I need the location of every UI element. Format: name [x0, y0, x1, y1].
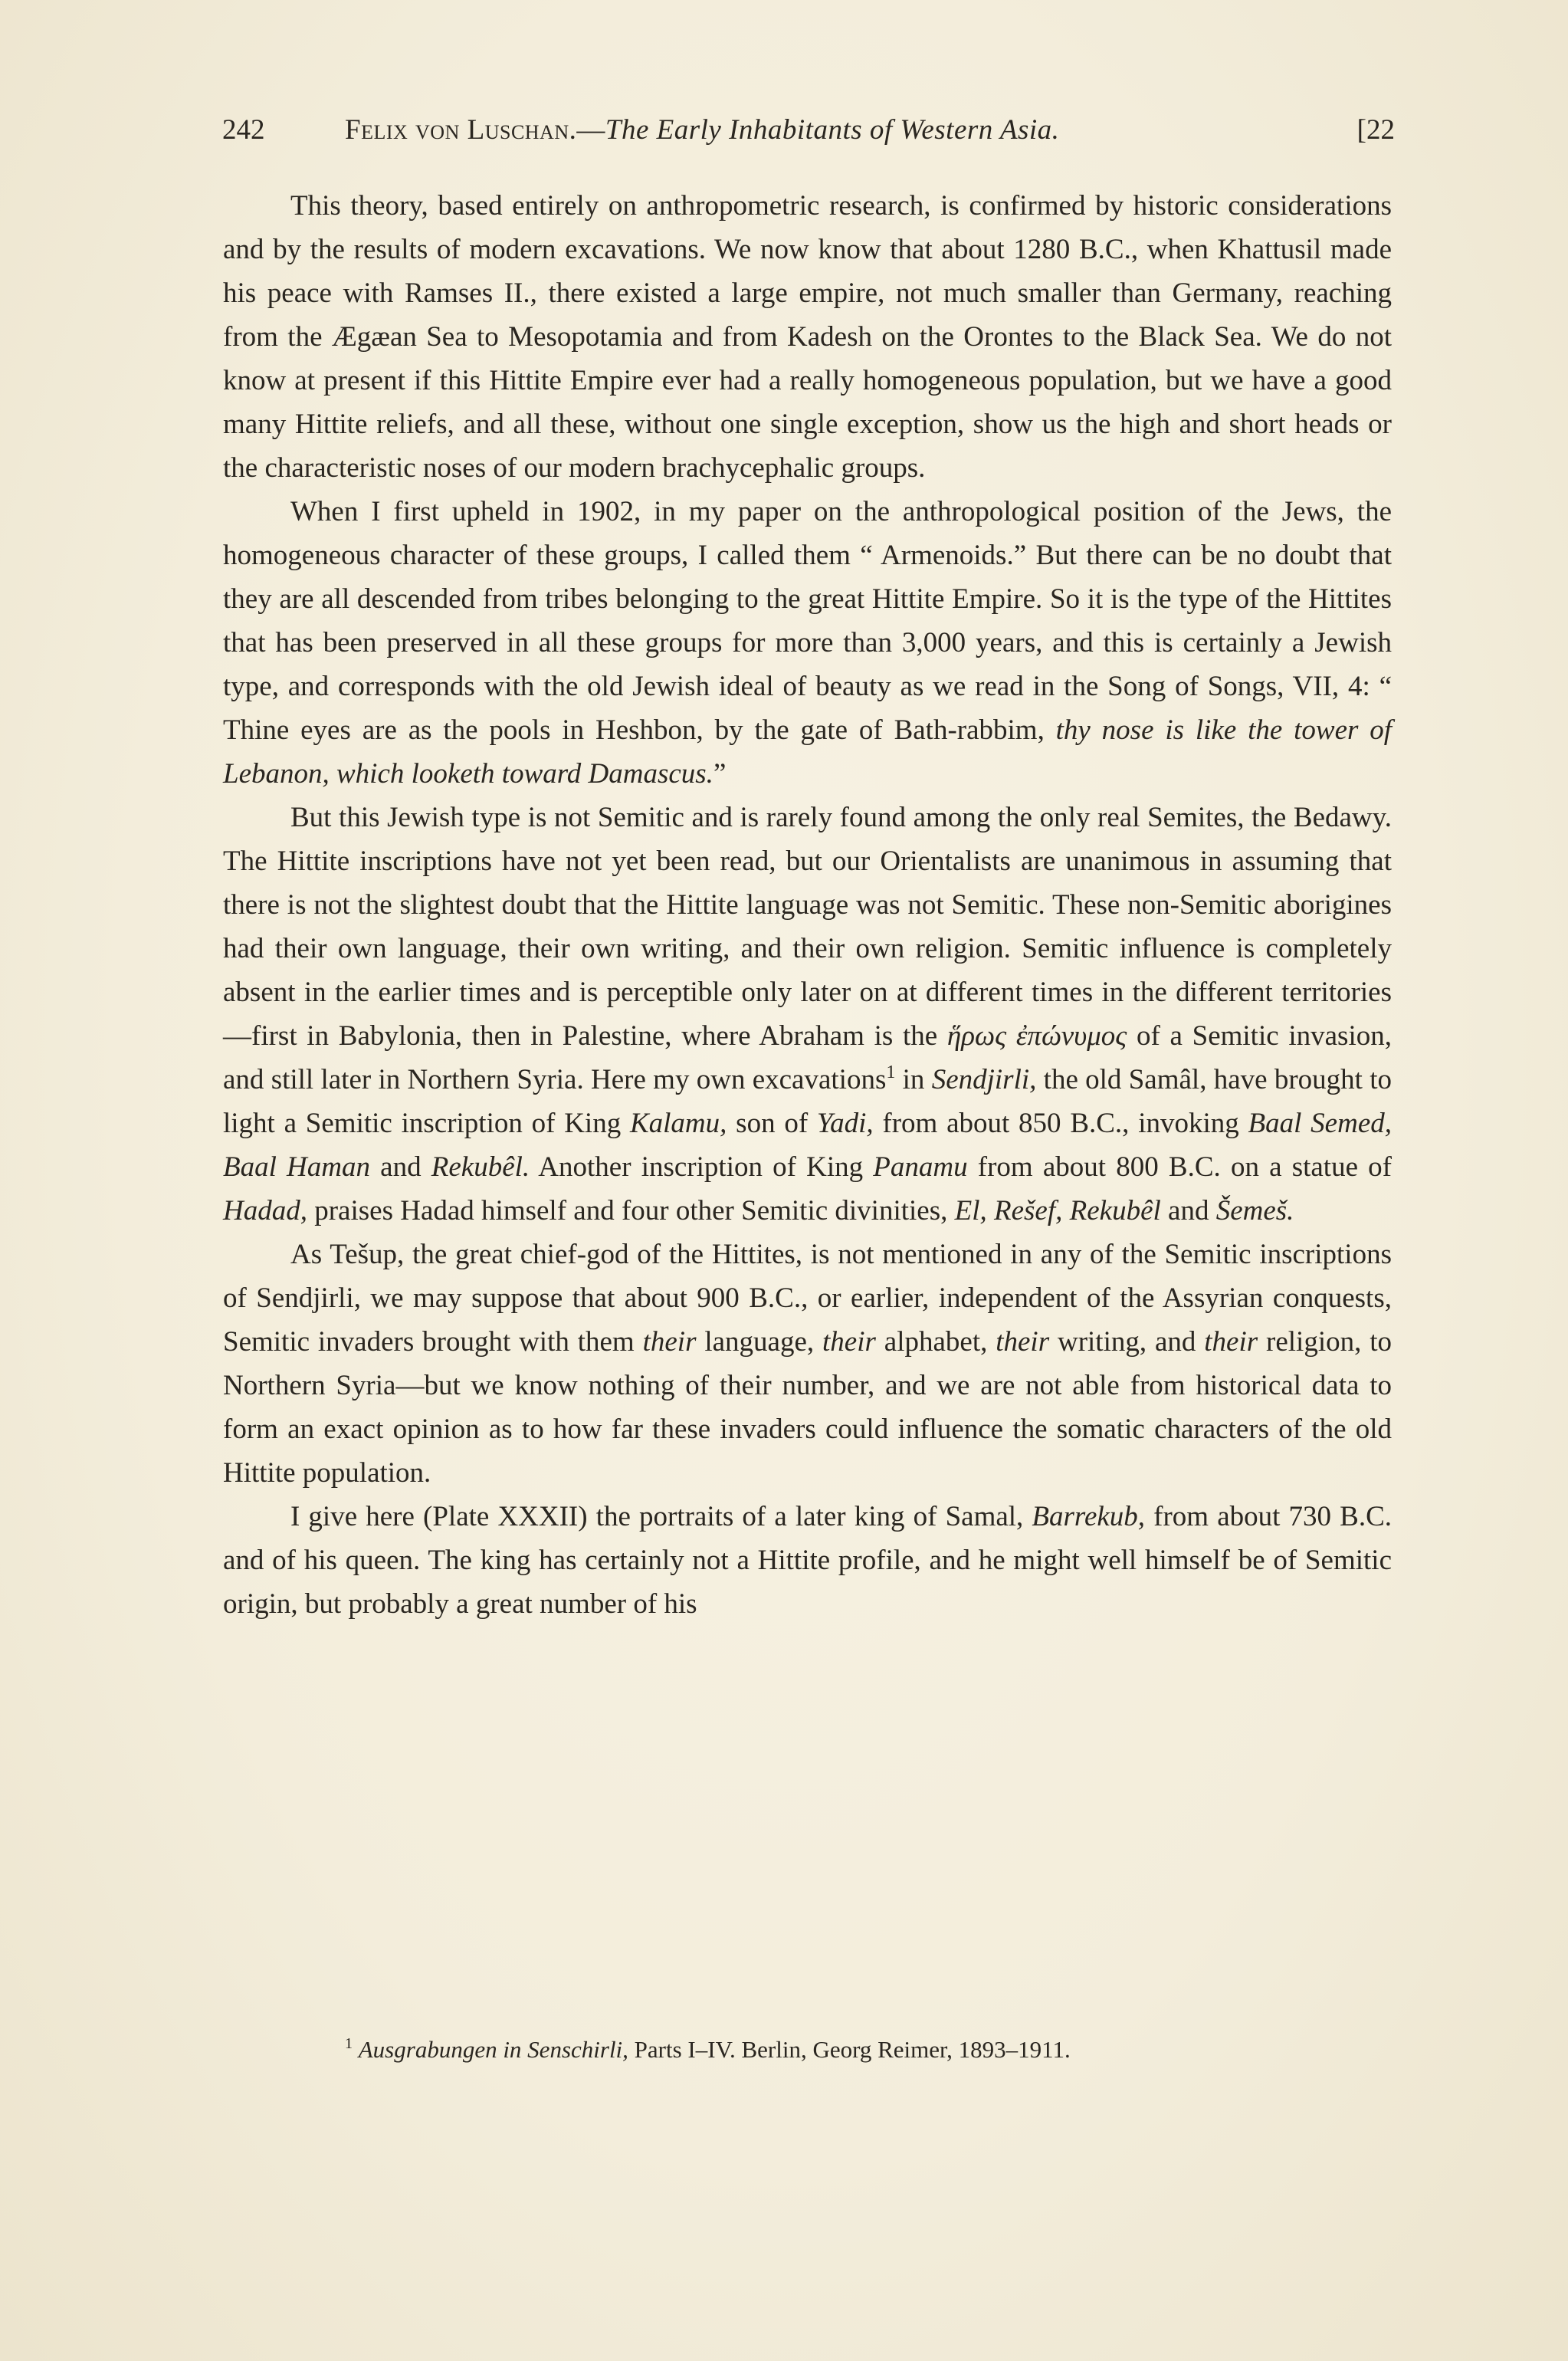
paragraph-2	[223, 490, 1392, 796]
emphasis-their: their	[1204, 1326, 1258, 1358]
p3-text-m: praises Hadad himself and four other Semitic divinities,	[307, 1195, 955, 1226]
main-text	[223, 184, 1392, 1626]
name-semes: Šemeš.	[1215, 1195, 1294, 1226]
p3-text-b: of a Semitic invasion, and still later in Northern Syria. Here my own excavations	[223, 1020, 1392, 1095]
name-hadad: Hadad,	[223, 1195, 307, 1226]
footnote	[345, 2033, 1418, 2067]
p5-text-c: and of his queen. The king has certainly not a Hittite profile, and he might well himself be of Semitic origin, but probably a great number of his	[223, 1545, 1392, 1620]
paragraph-1: This theory, based entirely on anthropometric research, is confirmed by historic considerations and by the results of modern excavations. We now know that about 1280 B.C., when Khattusil made his peace with Ramses II., there existed a large empire, not much smaller than Germany, reaching from the Ægæan Sea to Mesopotamia and from Kadesh on the Orontes to the Black Sea. We do not know at present if this Hittite Empire ever had a really homogeneous population, but we have a good many Hittite reliefs, and all these, without one single exception, show us the high and short heads or the characteristic noses of our modern brachycephalic groups.	[223, 190, 1392, 484]
name-barrekub: Barrekub,	[1032, 1501, 1146, 1532]
p3-text-e: son of	[727, 1108, 817, 1139]
p4-text-c: language,	[696, 1326, 823, 1358]
footnote-ref[interactable]: 1	[886, 1062, 896, 1082]
p3-text-n: and	[1160, 1195, 1216, 1226]
emphasis-their: their	[822, 1326, 876, 1358]
name-kalamu: Kalamu,	[629, 1108, 727, 1139]
emphasis-their: their	[996, 1326, 1050, 1358]
p4-text-b: or earlier, independent of the Assyrian conquests, Semitic invaders brought with them	[223, 1282, 1392, 1358]
p3-text-g: invoking	[1129, 1108, 1248, 1139]
p3-text-c: in	[895, 1064, 932, 1095]
p3-text-d: the old Samâl, have brought to light a Semitic inscription of King	[223, 1064, 1392, 1139]
name-baal-haman: Baal Haman	[223, 1151, 370, 1183]
p5-text-b: from about 730	[1145, 1501, 1340, 1532]
era-bc: B.C.,	[1070, 1108, 1130, 1139]
place-sendjirli: Sendjirli,	[931, 1064, 1037, 1095]
p4-text-e: writing, and	[1049, 1326, 1205, 1358]
name-divinities: El, Rešef, Rekubêl	[954, 1195, 1161, 1226]
paragraph-2-quote-italic: thy nose is like the tower of Lebanon, which looketh toward Damascus.	[223, 714, 1392, 790]
p3-text-a: But this Jewish type is not Semitic and is rarely found among the only real Semites, the Bedawy. The Hittite inscriptions have not yet been read, but our Orientalists are unanimous in assuming that there is not the slightest doubt that the Hittite language was not Semitic. These non-Semitic aborigines had their own language, their own writing, and their own religion. Semitic influence is completely absent in the earlier times and is perceptible only later on at different times in the different territories—first in Babylonia, then in Palestine, where Abraham is the	[223, 802, 1392, 1052]
header-dash: —	[576, 114, 605, 146]
paragraph-5	[223, 1495, 1392, 1626]
p4-text-a: As Tešup, the great chief-god of the Hittites, is not mentioned in any of the Semitic inscriptions of Sendjirli, we may suppose that about 900	[223, 1239, 1392, 1314]
paragraph-3	[223, 796, 1392, 1233]
running-header	[222, 109, 1395, 152]
name-baal-semed: Baal Semed,	[1248, 1108, 1392, 1139]
p3-text-l: on a statue of	[1220, 1151, 1392, 1183]
footnote-title: Ausgrabungen in Senschirli,	[358, 2036, 628, 2063]
p4-text-f: religion, to Northern Syria—but we know nothing of their number, and we are not able from historical data to form an exact opinion as to how far these invaders could influence the somatic characters of the old Hittite population.	[223, 1326, 1393, 1489]
era-bc: B.C.	[1168, 1151, 1221, 1183]
running-title	[345, 109, 1059, 152]
p3-text-k: from about 800	[967, 1151, 1169, 1183]
name-rekubel: Rekubêl.	[431, 1151, 530, 1183]
name-yadi: Yadi,	[816, 1108, 874, 1139]
p5-text-a: I give here (Plate XXXII) the portraits of a later king of Samal,	[290, 1501, 1032, 1532]
p3-text-j: Another inscription of King	[530, 1151, 874, 1183]
footnote-marker: 1	[345, 2035, 353, 2052]
paragraph-2-closing-quote: ”	[713, 758, 727, 790]
header-author: Felix von Luschan.	[345, 114, 577, 146]
header-title: The Early Inhabitants of Western Asia.	[605, 114, 1060, 146]
header-bracket: [22	[1356, 114, 1395, 146]
emphasis-their: their	[642, 1326, 697, 1358]
p3-text-i: and	[370, 1151, 431, 1183]
greek-phrase: ἥρως ἐπώνυμος	[946, 1020, 1127, 1052]
p4-text-d: alphabet,	[875, 1326, 996, 1358]
p3-text-f: from about 850	[873, 1108, 1071, 1139]
era-bc: B.C.	[1340, 1501, 1392, 1532]
page-number: 242	[222, 114, 265, 146]
footnote-rest: Parts I–IV. Berlin, Georg Reimer, 1893–1911.	[628, 2036, 1071, 2063]
name-panamu: Panamu	[873, 1151, 968, 1183]
paragraph-2-text: When I first upheld in 1902, in my paper on the anthropological position of the Jews, the homogeneous character of these groups, I called them “ Armenoids.” But there can be no doubt that they are all descended from tribes belonging to the great Hittite Empire. So it is the type of the Hittites that has been preserved in all these groups for more than 3,000 years, and this is certainly a Jewish type, and corresponds with the old Jewish ideal of beauty as we read in the Song of Songs, VII, 4: “ Thine eyes are as the pools in Heshbon, by the gate of Bath-rabbim,	[223, 496, 1392, 746]
paragraph-4	[223, 1233, 1392, 1495]
era-bc: B.C.,	[749, 1282, 809, 1314]
